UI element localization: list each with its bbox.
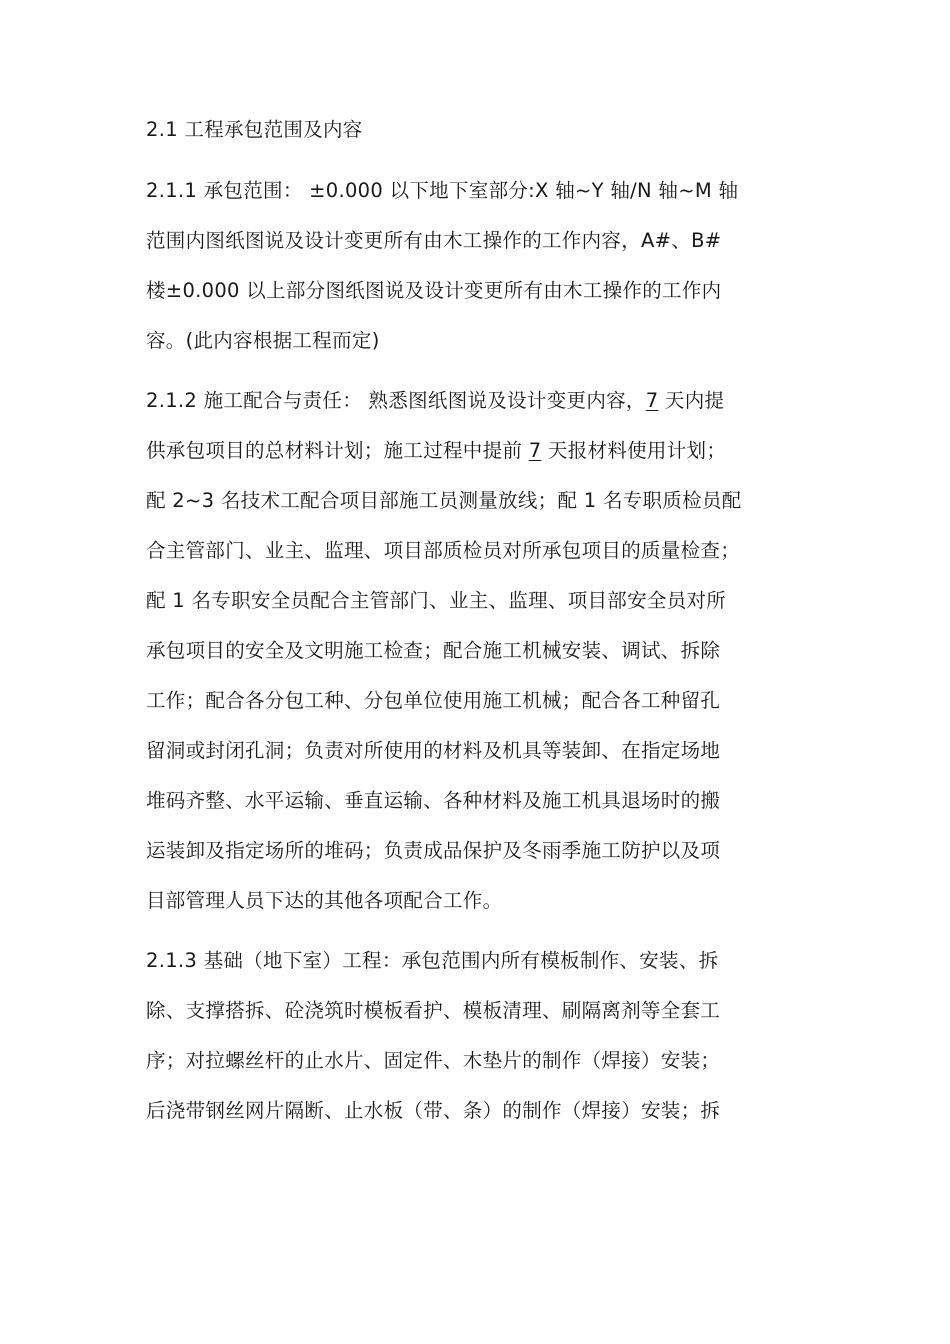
paragraph-line: 后浇带钢丝网片隔断、止水板（带、条）的制作（焊接）安装；拆 [146, 1099, 721, 1122]
paragraph-line: 堆码齐整、水平运输、垂直运输、各种材料及施工机具退场时的搬 [146, 789, 721, 812]
line-text: 2.1.2 施工配合与责任： 熟悉图纸图说及设计变更内容， [146, 389, 646, 412]
paragraph-line: 承包项目的安全及文明施工检查；配合施工机械安装、调试、拆除 [146, 639, 721, 662]
paragraph-line: 配 2~3 名技术工配合项目部施工员测量放线；配 1 名专职质检员配 [146, 489, 742, 512]
paragraph-line [146, 376, 742, 426]
paragraph-2-1-3 [146, 936, 720, 1136]
paragraph-line: 楼±0.000 以上部分图纸图说及设计变更所有由木工操作的工作内 [146, 279, 722, 302]
paragraph-line: 范围内图纸图说及设计变更所有由木工操作的工作内容，A#、B# [146, 229, 722, 252]
paragraph-line: 2.1.1 承包范围： ±0.000 以下地下室部分:X 轴~Y 轴/N 轴~M 轴 [146, 179, 739, 202]
paragraph-line: 配 1 名专职安全员配合主管部门、业主、监理、项目部安全员对所 [146, 589, 727, 612]
paragraph-line: 除、支撑搭拆、砼浇筑时模板看护、模板清理、刷隔离剂等全套工 [146, 999, 721, 1022]
line-text: 天内提 [658, 389, 725, 412]
paragraph-line: 运装卸及指定场所的堆码；负责成品保护及冬雨季施工防护以及项 [146, 839, 721, 862]
paragraph-2-1-2 [146, 376, 742, 926]
section-heading: 2.1 工程承包范围及内容 [146, 118, 363, 141]
paragraph-line: 2.1.3 基础（地下室）工程：承包范围内所有模板制作、安装、拆 [146, 949, 719, 972]
paragraph-line: 工作；配合各分包工种、分包单位使用施工机械；配合各工种留孔 [146, 689, 721, 712]
paragraph-line: 序；对拉螺丝杆的止水片、固定件、木垫片的制作（焊接）安装； [146, 1049, 721, 1072]
line-text: 供承包项目的总材料计划；施工过程中提前 [146, 439, 529, 462]
paragraph-line [146, 426, 742, 476]
paragraph-2-1-1 [146, 166, 738, 366]
paragraph-line: 留洞或封闭孔洞；负责对所使用的材料及机具等装卸、在指定场地 [146, 739, 721, 762]
paragraph-line: 容。(此内容根据工程而定) [146, 329, 380, 352]
underlined-days: 7 [528, 439, 542, 462]
underlined-days: 7 [645, 389, 659, 412]
paragraph-line: 合主管部门、业主、监理、项目部质检员对所承包项目的质量检查； [146, 539, 741, 562]
line-text: 天报材料使用计划； [541, 439, 727, 462]
paragraph-line: 目部管理人员下达的其他各项配合工作。 [146, 889, 503, 912]
